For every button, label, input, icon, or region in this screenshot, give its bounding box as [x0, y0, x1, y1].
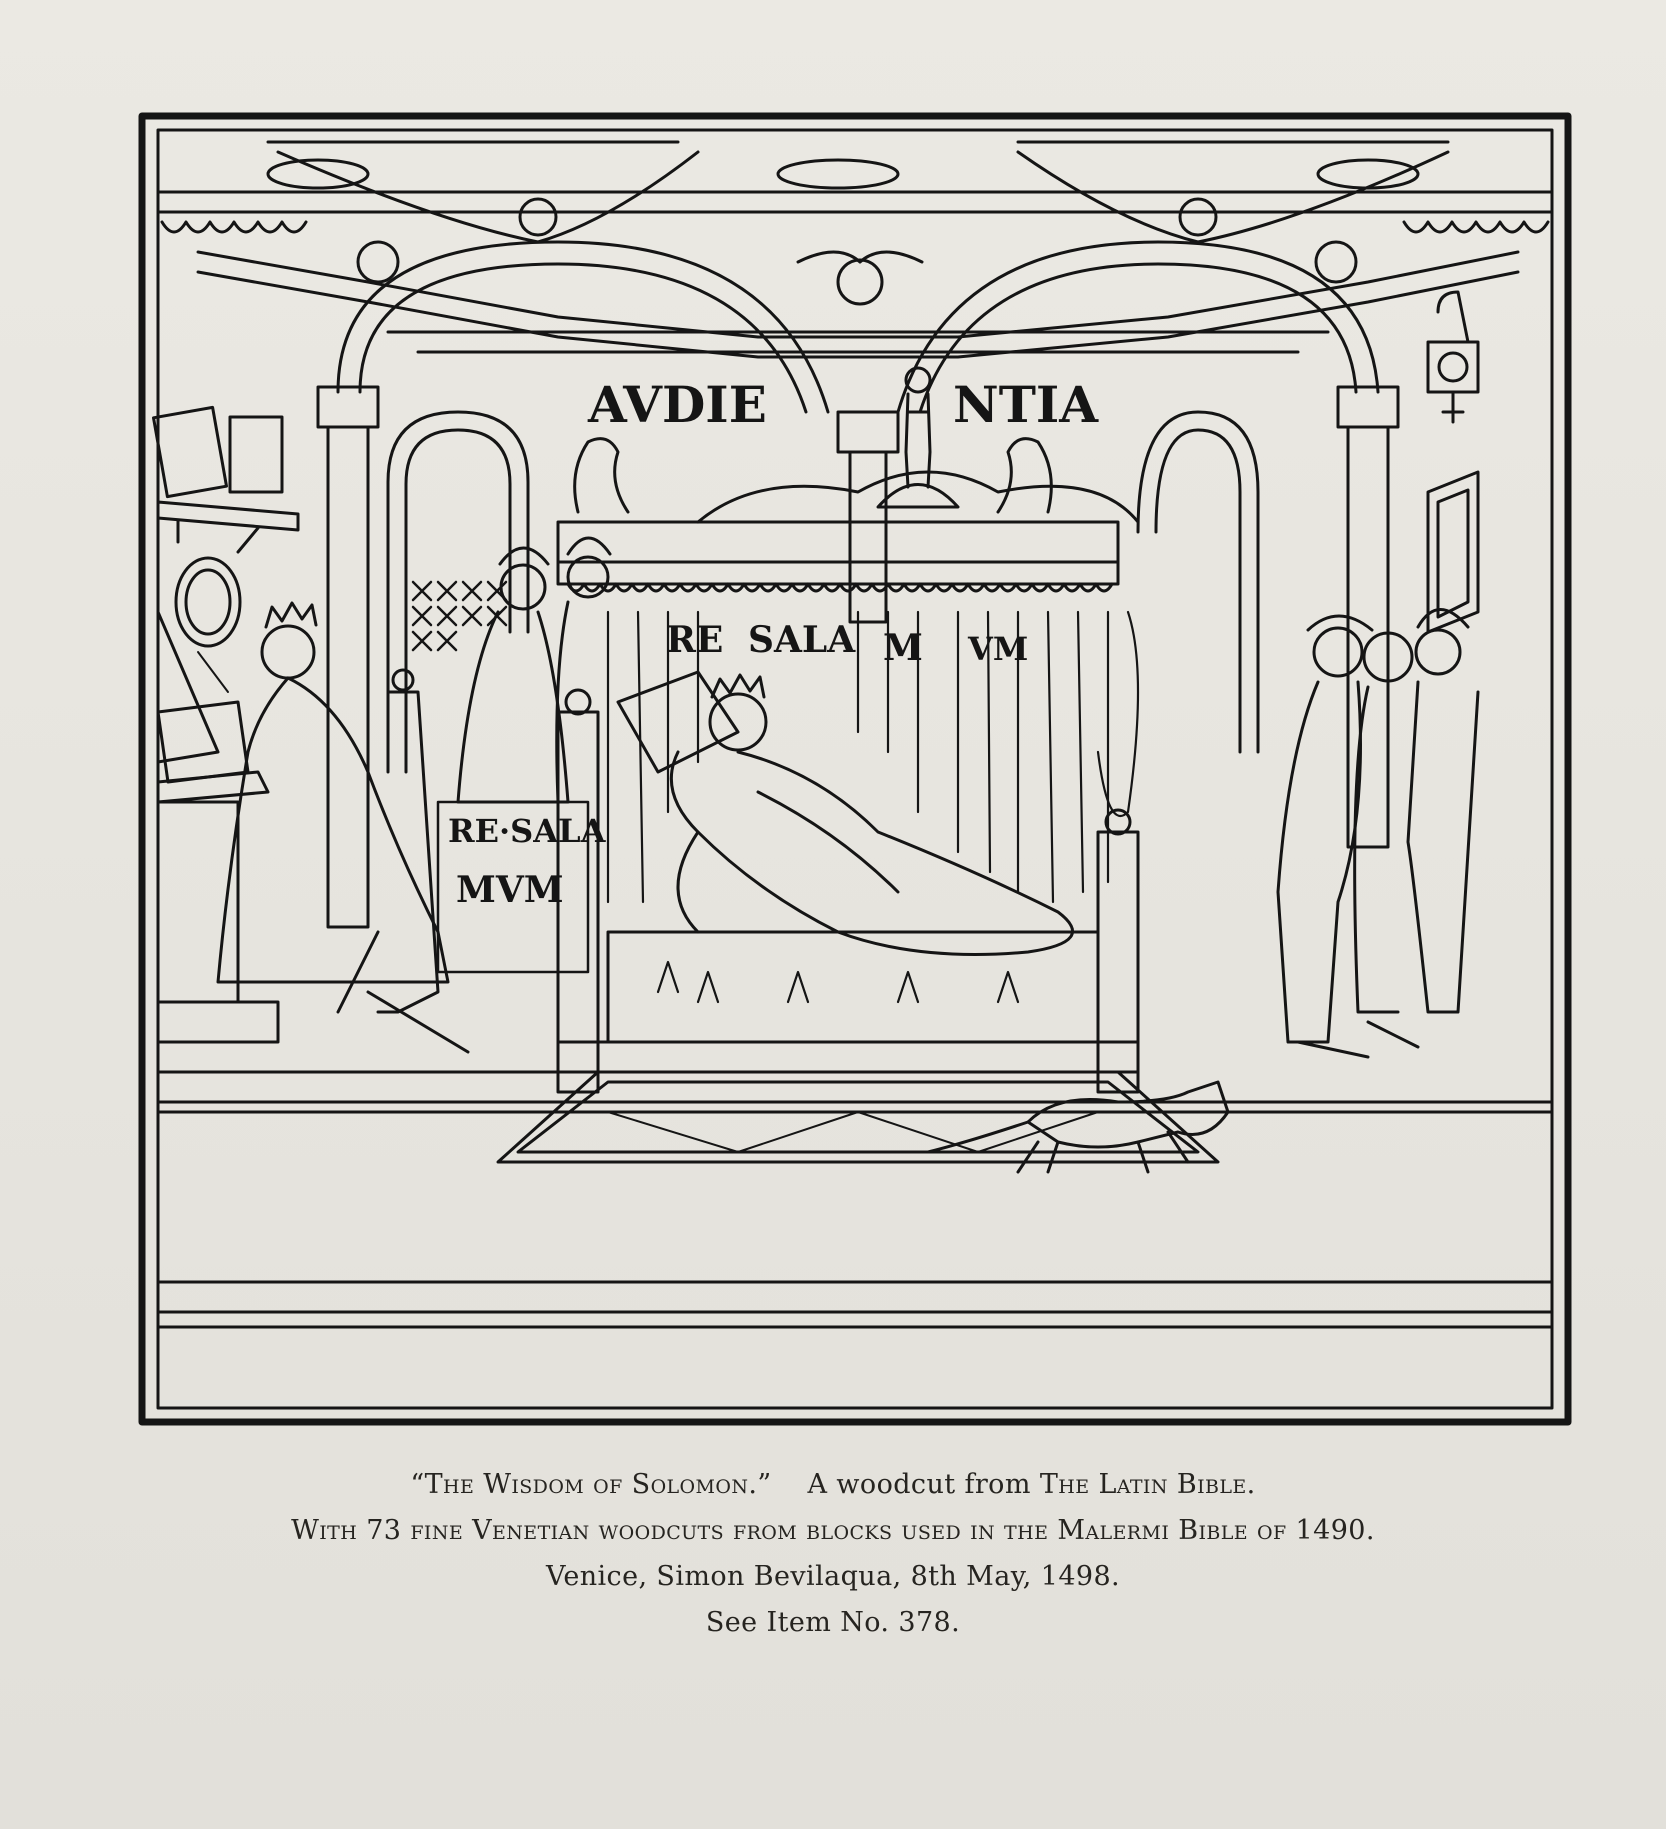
- inscription-audientia-left: AVDIE: [588, 375, 767, 434]
- caption-title: “The Wisdom of Solomon.”: [410, 1469, 772, 1500]
- statue-figure: [878, 368, 958, 507]
- ceiling-beams: [158, 142, 1552, 357]
- caption-description: A woodcut from: [807, 1469, 1031, 1500]
- caption-block: [0, 1462, 1666, 1646]
- bed-base: [558, 932, 1138, 1072]
- inscription-audientia-right: NTIA: [953, 375, 1099, 434]
- dog-figure: [928, 1082, 1228, 1172]
- windows: [388, 412, 1258, 772]
- courtiers-at-window: [458, 538, 610, 802]
- caption-book-title: The Latin Bible.: [1039, 1469, 1256, 1500]
- caption-line-1: [0, 1462, 1666, 1508]
- carpet: [498, 1072, 1218, 1162]
- courtiers-group-right: [1278, 610, 1478, 1058]
- caption-line-4: See Item No. 378.: [705, 1607, 961, 1638]
- sleeping-king-figure: [618, 672, 1073, 955]
- woodcut-border: [142, 116, 1568, 1422]
- woodcut-illustration: [138, 112, 1572, 1426]
- inscription-panel-line2: MVM: [456, 869, 564, 911]
- inscription-canopy-sala: SALA: [748, 619, 856, 661]
- caption-line-2: With 73 fine Venetian woodcuts from blocks used in the Malermi Bible of 1490.: [291, 1515, 1375, 1546]
- doorway: [1428, 472, 1478, 632]
- inscription-panel-line1: RE·SALA: [448, 812, 606, 850]
- bed-canopy: [558, 439, 1138, 1092]
- hanging-lamp: [1428, 292, 1478, 422]
- inscription-canopy-re: RE: [666, 619, 724, 661]
- inscription-canopy-m: M: [883, 627, 923, 669]
- caption-line-3: Venice, Simon Bevilaqua, 8th May, 1498.: [545, 1561, 1121, 1592]
- writing-king-figure: [158, 603, 468, 1052]
- floor-steps: [158, 1072, 1552, 1327]
- inscription-canopy-vm: VM: [968, 630, 1029, 668]
